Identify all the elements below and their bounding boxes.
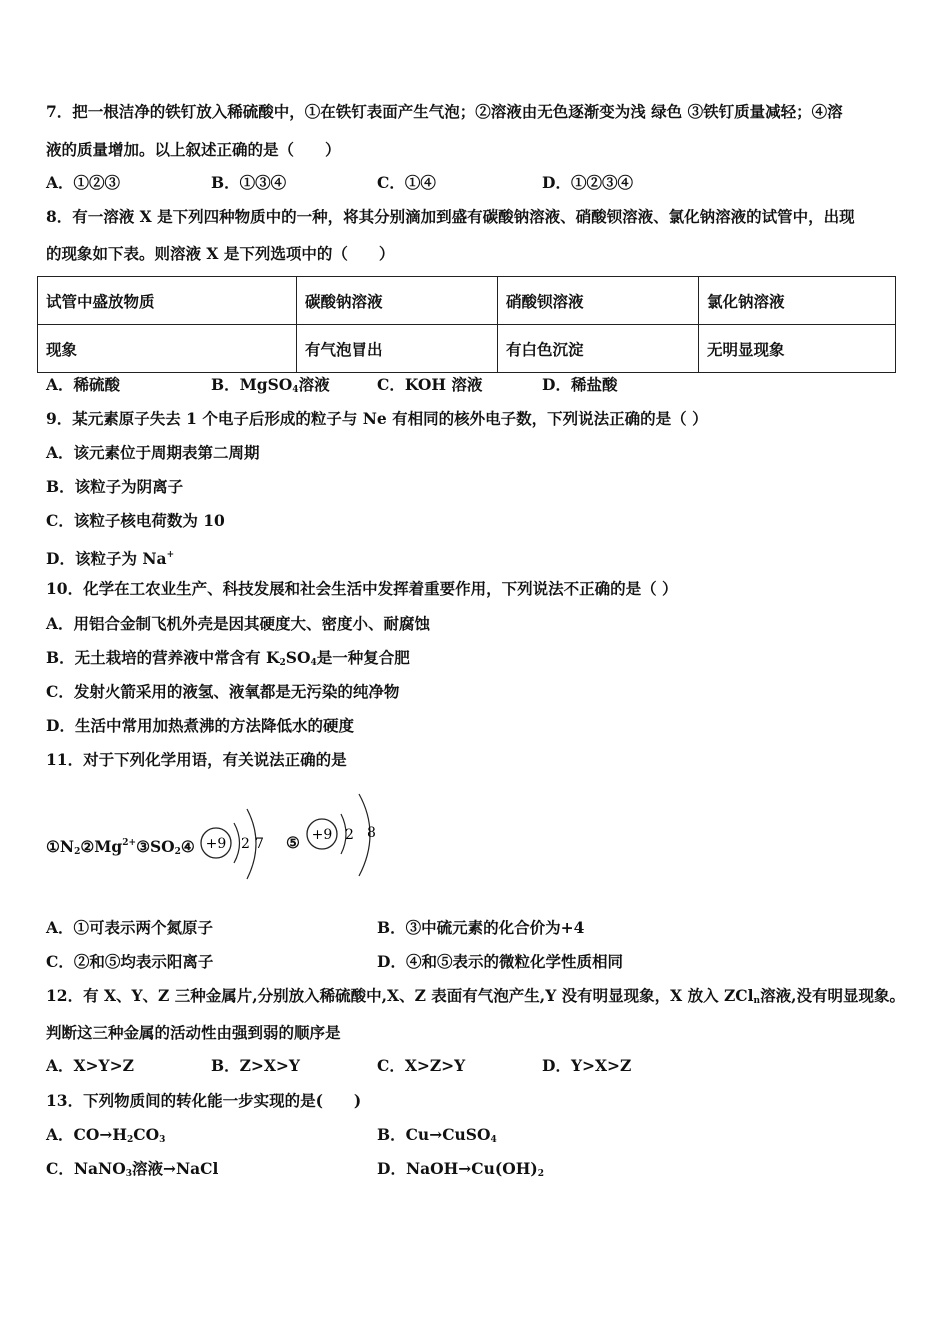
- table-cell: 有白色沉淀: [498, 325, 699, 373]
- table-cell: 无明显现象: [699, 325, 896, 373]
- q9-stem: 9．某元素原子失去 1 个电子后形成的粒子与 Ne 有相同的核外电子数，下列说法正确的是（ ）: [46, 409, 708, 428]
- q7-stem-line2: 液的质量增加。以上叙述正确的是（ ）: [46, 140, 341, 159]
- q10-option-b: B．无土栽培的营养液中常含有 $K_2SO_4$是一种复合肥: [46, 648, 410, 668]
- q8-option-b: B．MgSO$_4$溶液: [211, 375, 330, 395]
- q10-option-d: D．生活中常用加热煮沸的方法降低水的硬度: [46, 716, 354, 735]
- q8-stem-line1: 8．有一溶液 X 是下列四种物质中的一种，将其分别滴加到盛有碳酸钠溶液、硝酸钡溶液、氯化钠溶液的试管中，出现: [46, 207, 855, 226]
- q12-stem-line1: 12．有 X、Y、Z 三种金属片,分别放入稀硫酸中,X、Z 表面有气泡产生,Y 没有明显现象，X 放入 ZCl$_n$溶液,没有明显现象。: [46, 986, 905, 1006]
- q13-option-d: D．$NaOH\to Cu(OH)_2$: [377, 1159, 544, 1179]
- q11-option-b: B．③中硫元素的化合价为+4: [377, 918, 585, 937]
- table-cell: 氯化钠溶液: [699, 277, 896, 325]
- table-cell: 现象: [38, 325, 297, 373]
- q8-option-a: A．稀硫酸: [46, 375, 121, 394]
- atom-structure-diagram-4: [199, 793, 279, 885]
- q11-option-a: A．①可表示两个氮原子: [46, 918, 214, 937]
- atom-structure-diagram-5: [303, 790, 388, 882]
- q7-option-d: D．①②③④: [542, 173, 633, 192]
- q13-option-a: A．$CO\to H_2CO_3$: [46, 1125, 166, 1145]
- table-cell: 硝酸钡溶液: [498, 277, 699, 325]
- table-cell: 有气泡冒出: [297, 325, 498, 373]
- nucleus-charge: +9: [311, 827, 333, 843]
- q8-option-c: C．KOH 溶液: [377, 375, 483, 394]
- q9-option-d: D．该粒子为 Na+: [46, 549, 175, 568]
- q13-option-c: C．NaNO$_3$溶液→NaCl: [46, 1159, 219, 1179]
- q7-option-b: B．①③④: [211, 173, 287, 192]
- nucleus-charge: +9: [205, 836, 227, 852]
- table-cell: 碳酸钠溶液: [297, 277, 498, 325]
- q10-option-a: A．用铝合金制飞机外壳是因其硬度大、密度小、耐腐蚀: [46, 614, 431, 633]
- q11-formula-label-5: ⑤: [286, 833, 300, 852]
- q7-stem-line1: 7．把一根洁净的铁钉放入稀硫酸中，①在铁钉表面产生气泡；②溶液由无色逐渐变为浅 绿色 ③铁钉质量减轻；④溶: [46, 102, 843, 121]
- electron-shell-arc: [234, 823, 240, 863]
- q12-option-c: C．X>Z>Y: [377, 1056, 466, 1075]
- shell-electrons-1: 2: [345, 827, 354, 843]
- q10-stem: 10．化学在工农业生产、科技发展和社会生活中发挥着重要作用，下列说法不正确的是（ ）: [46, 579, 678, 598]
- q8-stem-line2: 的现象如下表。则溶液 X 是下列选项中的（ ）: [46, 244, 395, 263]
- q11-formula-row: $①N_2②Mg^{2+}③SO_2④$: [46, 837, 195, 857]
- q8-experiment-table: [37, 276, 896, 373]
- q11-option-c: C．②和⑤均表示阳离子: [46, 952, 214, 971]
- q12-stem-line2: 判断这三种金属的活动性由强到弱的顺序是: [46, 1023, 341, 1042]
- q11-option-d: D．④和⑤表示的微粒化学性质相同: [377, 952, 623, 971]
- q9-option-b: B．该粒子为阴离子: [46, 477, 184, 496]
- table-row: [38, 325, 896, 373]
- q9-option-c: C．该粒子核电荷数为 10: [46, 511, 225, 530]
- shell-electrons-1: 2: [241, 836, 250, 852]
- table-cell: 试管中盛放物质: [38, 277, 297, 325]
- q7-option-c: C．①④: [377, 173, 436, 192]
- shell-electrons-2: 8: [367, 825, 376, 841]
- q12-option-d: D．Y>X>Z: [542, 1056, 632, 1075]
- q8-option-d: D．稀盐酸: [542, 375, 618, 394]
- q10-option-c: C．发射火箭采用的液氢、液氧都是无污染的纯净物: [46, 682, 400, 701]
- q7-option-a: A．①②③: [46, 173, 121, 192]
- q12-option-a: A．X>Y>Z: [46, 1056, 134, 1075]
- q13-stem: 13．下列物质间的转化能一步实现的是( ): [46, 1091, 362, 1110]
- q13-option-b: B．Cu→CuSO$_4$: [377, 1125, 497, 1145]
- shell-electrons-2: 7: [255, 836, 264, 852]
- table-row: [38, 277, 896, 325]
- q12-option-b: B．Z>X>Y: [211, 1056, 300, 1075]
- q9-option-a: A．该元素位于周期表第二周期: [46, 443, 260, 462]
- q11-stem: 11．对于下列化学用语，有关说法正确的是: [46, 750, 347, 769]
